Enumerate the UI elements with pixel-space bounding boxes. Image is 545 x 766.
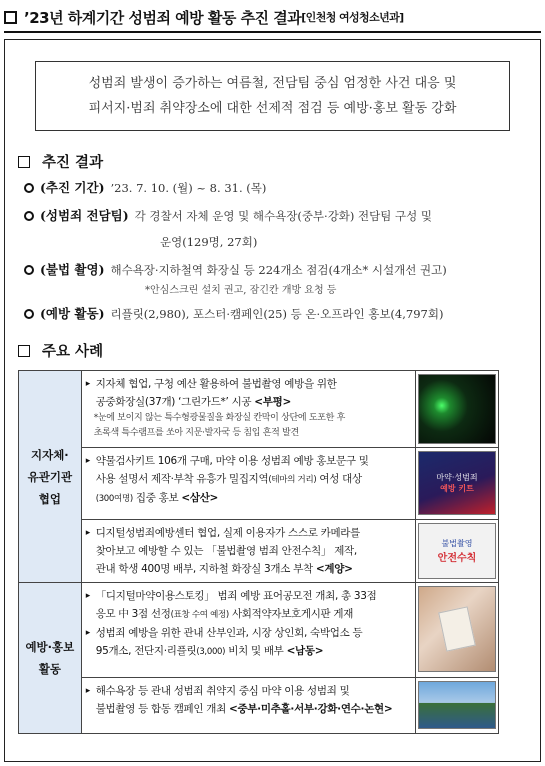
case-text: 응모 中 3점 선정	[95, 608, 171, 620]
case-note: 초록색 특수램프를 쏘아 지문·발자국 등 침입 흔적 발견	[93, 428, 299, 438]
case-line: ▸ 해수욕장 등 관내 성범죄 취약지 중심 마약 이용 성범죄 및	[86, 682, 411, 700]
case-text: 사회적약자보호게시판 게재	[228, 608, 354, 620]
photo-cell	[415, 520, 498, 583]
photo-cell	[415, 448, 498, 520]
category-label: 지자체·	[30, 447, 69, 462]
case-line: ▸ 지자체 협업, 구청 예산 활용하여 불법촬영 예방을 위한	[86, 375, 411, 393]
summary-box	[35, 61, 510, 131]
circle-bullet-icon	[24, 309, 34, 319]
result-label: (불법 촬영)	[40, 262, 105, 277]
checkbox-square-icon	[4, 11, 17, 24]
district-label: <남동>	[286, 645, 324, 657]
result-label: (성범죄 전담팀)	[40, 208, 129, 223]
district-label: <중부·미추홀·서부·강화·연수·논현>	[229, 703, 393, 715]
result-text: 해수욕장·지하철역 화장실 등 224개소 점검(4개소* 시설개선 권고)	[110, 263, 447, 277]
results-heading-label: 추진 결과	[42, 154, 104, 171]
cases-heading-label: 주요 사례	[42, 343, 104, 360]
case-text: 사용 설명서 제작·부착 유흥가 밀집지역	[95, 473, 269, 485]
page-title: ’23년 하계기간 성범죄 예방 활동 추진 결과	[24, 8, 302, 27]
case-note: *눈에 보이지 않는 특수형광물질을 화장실 칸막이 상단에 도포한 후	[93, 413, 346, 423]
case-text: 불법촬영 등 합동 캠페인 개최	[95, 703, 229, 715]
result-text: ’23. 7. 10. (월) ~ 8. 31. (목)	[110, 181, 267, 195]
result-text: 리플릿(2,980), 포스터·캠페인(25) 등 온·오프라인 홍보(4,797회)	[110, 307, 444, 321]
district-label: <계양>	[315, 563, 353, 575]
category-label: 유관기관	[27, 469, 73, 484]
case-line: ▸ 「디지털마약이용스토킹」 범죄 예방 표어공모전 개최, 총 33점	[86, 587, 411, 605]
summary-line: 피서지·범죄 취약장소에 대한 선제적 점검 등 예방·홍보 활동 강화	[88, 101, 457, 116]
result-task-force	[24, 205, 534, 227]
case-text-small: (테마의 거리)	[268, 475, 317, 485]
case-line	[86, 560, 411, 578]
photo-caption: 안전수칙	[437, 553, 477, 564]
case-text-small: (표창 수여 예정)	[170, 610, 229, 620]
result-illegal-filming-note: *안심스크린 설치 권고, 잠긴칸 개방 요청 등	[145, 285, 337, 296]
circle-bullet-icon	[24, 265, 34, 275]
result-label: (예방 활동)	[40, 306, 105, 321]
photo-cell	[415, 678, 498, 734]
leaflet-icon	[438, 606, 476, 651]
photo-cell	[415, 371, 498, 448]
table-row	[19, 583, 499, 678]
title-row	[4, 4, 541, 30]
drug-kit-poster-photo	[418, 451, 496, 515]
square-bullet-icon	[18, 156, 30, 168]
table-row	[19, 371, 499, 448]
table-row	[19, 448, 499, 520]
result-illegal-filming	[24, 259, 534, 281]
green-guard-photo	[418, 374, 496, 444]
case-line: 찾아보고 예방할 수 있는 「불법촬영 범죄 안전수칙」 제작,	[95, 545, 357, 557]
case-line	[86, 642, 411, 661]
circle-bullet-icon	[24, 211, 34, 221]
district-label: <삼산>	[181, 492, 219, 504]
photo-caption: 마약·성범죄	[436, 473, 478, 482]
case-line	[86, 393, 411, 411]
category-label: 예방·홍보	[25, 640, 75, 654]
category-label: 활동	[38, 662, 61, 676]
case-text: 공중화장실(37개) ‘그린가드*’ 시공	[95, 396, 255, 408]
case-text-small: (300여명)	[95, 494, 133, 504]
photo-caption: 예방 키트	[440, 484, 474, 493]
results-heading	[18, 151, 103, 172]
case-line	[86, 489, 411, 508]
result-prevention	[24, 303, 534, 325]
case-line	[86, 605, 411, 624]
district-label: <부평>	[254, 396, 291, 408]
photo-caption: 불법촬영	[441, 539, 473, 548]
category-cell	[19, 371, 82, 583]
department-label: [인천청 여성청소년과]	[301, 11, 404, 24]
safety-rules-poster-photo	[418, 523, 496, 579]
case-text-cell	[81, 583, 415, 678]
summary-line: 성범죄 발생이 증가하는 여름철, 전담팀 중심 엄정한 사건 대응 및	[88, 76, 457, 91]
case-line: ▸ 성범죄 예방을 위한 관내 산부인과, 시장 상인회, 숙박업소 등	[86, 624, 411, 642]
case-line	[86, 470, 411, 489]
cases-table	[18, 370, 499, 734]
case-text: 관내 학생 400명 배부, 지하철 화장실 3개소 부착	[95, 563, 316, 575]
case-text-cell	[81, 371, 415, 448]
case-text-cell	[81, 678, 415, 734]
result-label: (추진 기간)	[40, 180, 105, 195]
case-text: 여성 대상	[316, 473, 362, 485]
circle-bullet-icon	[24, 183, 34, 193]
campaign-group-photo	[418, 681, 496, 729]
case-line	[86, 700, 411, 718]
case-text-small: (3,000)	[196, 647, 226, 657]
title-underline	[4, 31, 541, 33]
category-cell	[19, 583, 82, 734]
case-text: 집중 홍보	[132, 492, 182, 504]
square-bullet-icon	[18, 345, 30, 357]
cases-heading	[18, 340, 103, 361]
result-text: 각 경찰서 자체 운영 및 해수욕장(중부·강화) 전담팀 구성 및	[134, 209, 433, 223]
table-row	[19, 678, 499, 734]
case-text-cell	[81, 448, 415, 520]
table-row	[19, 520, 499, 583]
case-line: ▸ 약물검사키트 106개 구매, 마약 이용 성범죄 예방 홍보문구 및	[86, 452, 411, 470]
case-text-cell	[81, 520, 415, 583]
case-line: ▸ 디지털성범죄예방센터 협업, 실제 이용자가 스스로 카메라를	[86, 524, 411, 542]
case-text: 비치 및 배부	[225, 645, 287, 657]
leaflet-distribution-photo	[418, 586, 496, 672]
case-text: 95개소, 전단지·리플릿	[95, 645, 197, 657]
result-period	[24, 177, 534, 199]
result-task-force-cont: 운영(129명, 27회)	[160, 235, 258, 249]
category-label: 협업	[38, 491, 61, 506]
photo-cell	[415, 583, 498, 678]
